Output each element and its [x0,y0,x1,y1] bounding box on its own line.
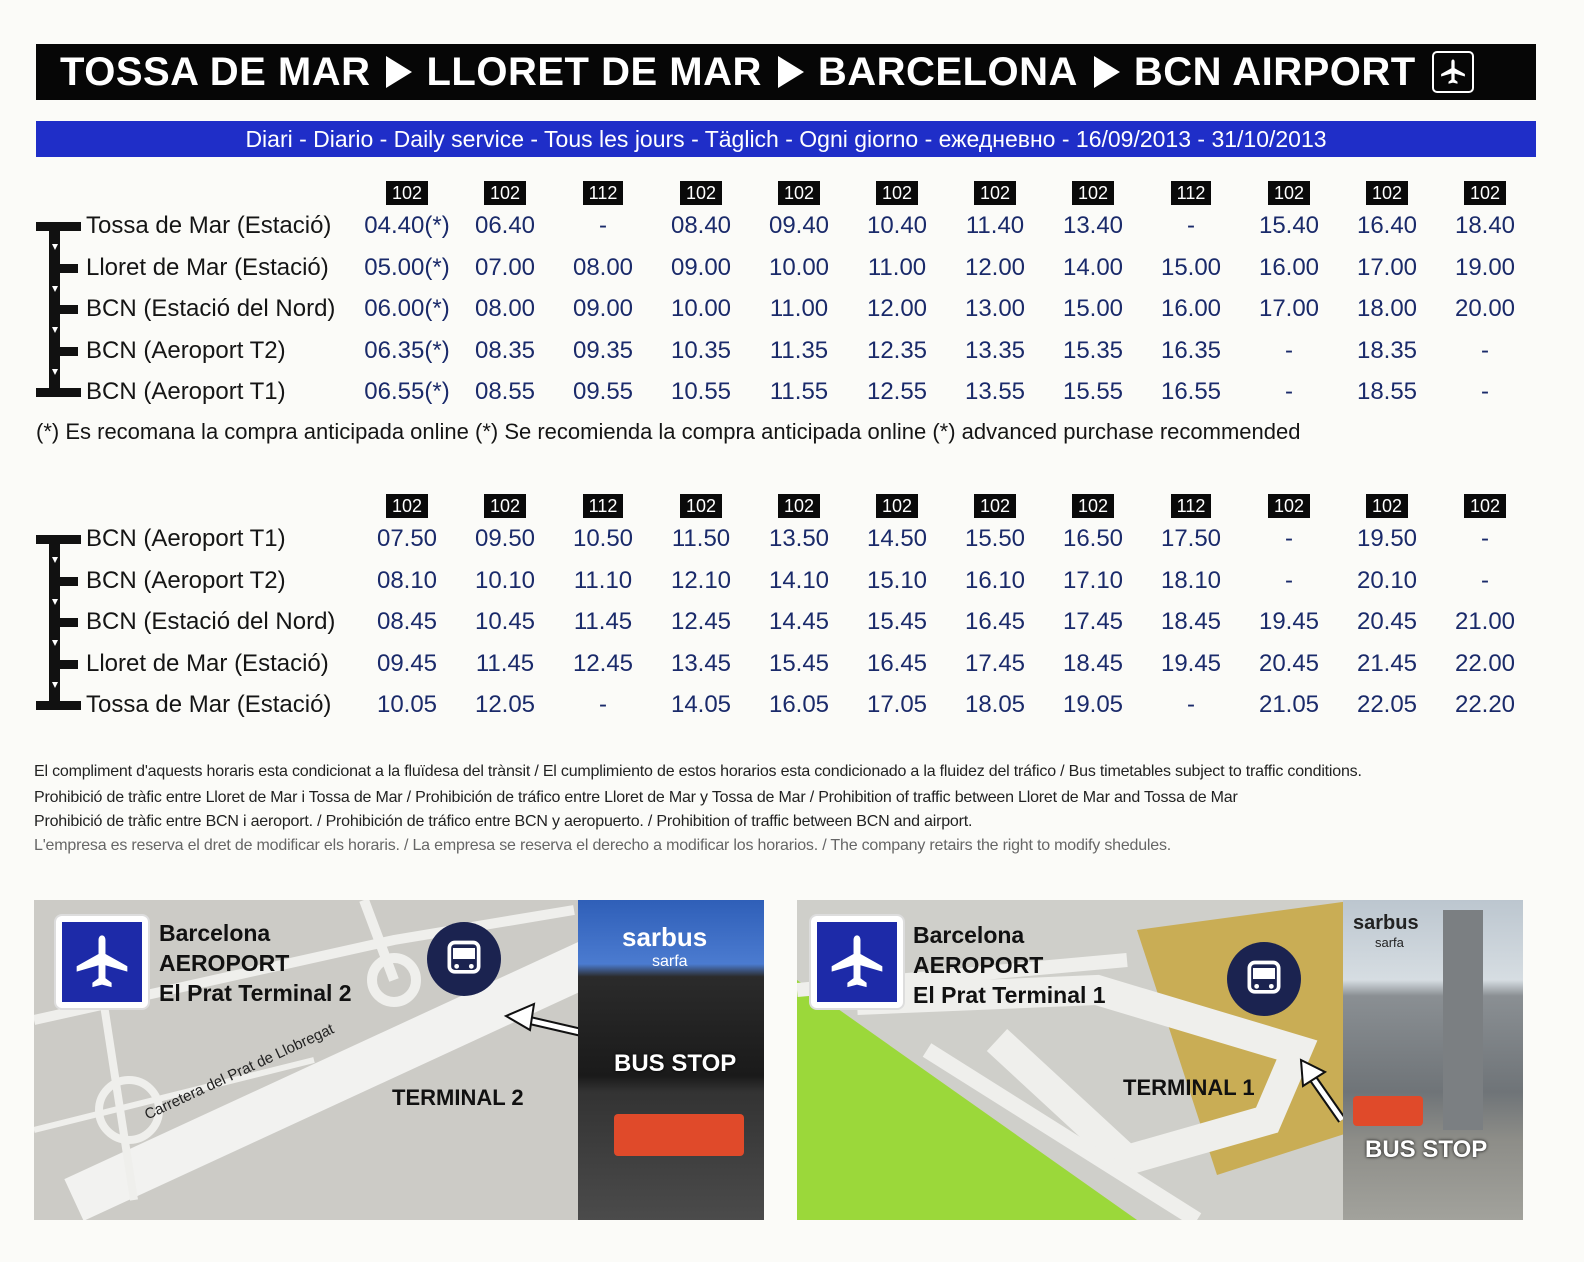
sarbus-logo [1353,912,1419,950]
line-number: 112 [583,494,624,518]
line-number-badge [460,491,550,519]
stop-name: BCN (Estació del Nord) [86,608,336,635]
stop-name: BCN (Aeroport T2) [86,566,286,594]
departure-time: 17.45 [964,649,1026,677]
line-number-badge [852,178,942,206]
map-title-line: El Prat Terminal 1 [913,982,1106,1008]
bus-stop-label: BUS STOP [614,1050,737,1077]
terminal-1-label: TERMINAL 1 [1123,1075,1255,1100]
timetable-row [36,206,1536,246]
line-number-badge [1146,491,1236,519]
map-title-line: AEROPORT [159,950,290,976]
departure-time: - [1481,378,1489,405]
departure-time: 09.40 [768,212,830,239]
map-title-line: Barcelona [913,922,1025,948]
timetable-row [36,561,1536,601]
line-number-badge [754,178,844,206]
departure-time: 18.35 [1356,336,1418,364]
departure-time: 11.10 [573,566,633,594]
departure-time: 10.35 [670,336,732,364]
departure-time: 08.00 [572,253,634,281]
line-number: 102 [1268,181,1310,205]
line-number: 112 [583,181,624,205]
line-number-badge [1048,491,1138,519]
departure-time: 21.00 [1454,608,1516,635]
departure-time: 12.35 [866,336,928,364]
departure-time: 13.40 [1062,212,1124,239]
line-number-badge [656,178,746,206]
departure-time: 11.55 [769,378,829,405]
departure-time: 11.45 [475,649,535,677]
departure-time: 12.45 [572,649,634,677]
line-number: 102 [386,494,428,518]
line-number: 102 [386,181,428,205]
line-number: 102 [778,494,820,518]
departure-time: 07.00 [474,253,536,281]
line-number: 102 [778,181,820,205]
departure-time: 17.45 [1062,608,1124,635]
departure-time: 16.55 [1160,378,1222,405]
route-arrow-icon [778,56,804,88]
line-number-badge [362,178,452,206]
advance-purchase-note: (*) Es recomana la compra anticipada online (*) Se recomienda la compra anticipada online (*) advanced purchase recommended [36,419,1301,444]
disclaimer-lloret-tossa: Prohibició de tràfic entre Lloret de Mar i Tossa de Mar / Prohibición de tráfico entre Lloret de Mar y Tossa de Mar / Prohibition of traffic between Lloret de Mar and Tossa de Mar [34,789,1238,806]
departure-time: - [1481,566,1489,594]
departure-time: 09.00 [572,295,634,322]
departure-time: 11.35 [769,336,829,364]
disclaimer-schedule-changes: L'empresa es reserva el dret de modificar els horaris. / La empresa se reserva el derecho a modificar los horarios. / The company retairs the right to modify shedules. [34,837,1172,854]
departure-time: 16.45 [964,608,1026,635]
map-title-line: Barcelona [159,920,271,946]
departure-time: 17.05 [866,691,928,718]
airport-logo [811,916,903,1008]
departure-time: 06.55(*) [364,378,450,405]
departure-time: 08.10 [376,566,438,594]
departure-time: 18.45 [1062,649,1124,677]
departure-time: 12.45 [670,608,732,635]
departure-time: 18.45 [1160,608,1222,635]
departure-time: 08.55 [474,378,536,405]
departure-time: 15.45 [768,649,830,677]
timetable-row [36,289,1536,329]
departure-time: 17.50 [1160,525,1222,552]
timetable-row [36,248,1536,288]
line-number-badge [1342,491,1432,519]
timetable-row [36,685,1536,725]
line-number-badge [852,491,942,519]
line-number-badge [950,178,1040,206]
departure-time: 14.50 [866,525,928,552]
header-stop-lloret: LLORET DE MAR [426,49,762,94]
line-number: 102 [876,494,918,518]
departure-time: 10.10 [474,566,536,594]
line-number: 112 [1171,181,1212,205]
plane-icon [817,922,897,1002]
departure-time: 06.35(*) [364,336,450,364]
stop-name: BCN (Aeroport T1) [86,378,286,405]
departure-time: - [1285,378,1293,405]
departure-time: 19.45 [1160,649,1222,677]
map-terminal-2 [34,900,764,1220]
departure-time: 09.00 [670,253,732,281]
departure-time: 19.45 [1258,608,1320,635]
disclaimer-traffic: El compliment d'aquests horaris esta condicionat a la fluïdesa del trànsit / El cumplimiento de estos horarios esta condicionado a la fluidez del tráfico / Bus timetables subject to traffic conditions. [34,763,1362,780]
departure-time: 16.35 [1160,336,1222,364]
timetable-row [36,372,1536,412]
line-number: 112 [1171,494,1212,518]
sarbus-brand: sarbus [1353,912,1419,934]
departure-time: 11.00 [769,295,829,322]
line-number: 102 [1268,494,1310,518]
line-number: 102 [876,181,918,205]
line-number-badge [460,178,550,206]
disclaimer-bcn-airport: Prohibició de tràfic entre BCN i aeroport. / Prohibición de tráfico entre BCN y aeropuerto. / Prohibition of traffic between BCN and airport. [34,813,973,830]
departure-time: 09.35 [572,336,634,364]
departure-time: 04.40(*) [364,212,450,239]
line-number-badge [1244,491,1334,519]
line-number-badge [362,491,452,519]
departure-time: 18.55 [1356,378,1418,405]
stop-name: BCN (Estació del Nord) [86,295,336,322]
line-number: 102 [974,494,1016,518]
departure-time: 13.50 [768,525,830,552]
stop-name: BCN (Aeroport T2) [86,336,286,364]
departure-time: 14.45 [768,608,830,635]
departure-time: 11.00 [867,253,927,281]
line-number-badge [1146,178,1236,206]
departure-time: - [1285,336,1293,364]
sarbus-brand: sarbus [622,922,708,952]
departure-time: 10.50 [572,525,634,552]
line-number-badge [1440,491,1530,519]
departure-time: 12.10 [670,566,732,594]
departure-time: 22.05 [1356,691,1418,718]
departure-time: 11.40 [965,212,1025,239]
departure-time: 18.00 [1356,295,1418,322]
outbound-timetable [36,178,1536,418]
departure-time: 08.40 [670,212,732,239]
departure-time: 05.00(*) [364,253,450,281]
departure-time: 20.45 [1258,649,1320,677]
departure-time: 10.55 [670,378,732,405]
departure-time: - [1481,525,1489,552]
departure-time: 08.35 [474,336,536,364]
departure-time: 10.05 [376,691,438,718]
terminal-2-label: TERMINAL 2 [392,1085,524,1110]
departure-time: 16.00 [1258,253,1320,281]
departure-time: 09.55 [572,378,634,405]
departure-time: 06.40 [474,212,536,239]
departure-time: - [1285,566,1293,594]
departure-time: 13.00 [964,295,1026,322]
departure-time: 15.40 [1258,212,1320,239]
departure-time: 10.40 [866,212,928,239]
departure-time: 10.00 [768,253,830,281]
departure-time: 13.45 [670,649,732,677]
map-title [913,920,1106,1010]
header-stop-barcelona: BARCELONA [817,49,1078,94]
departure-time: - [599,691,607,718]
plane-icon [1432,51,1474,93]
departure-time: 22.20 [1454,691,1516,718]
sarbus-sub: sarfa [652,953,688,970]
departure-time: 17.00 [1258,295,1320,322]
departure-time: 18.40 [1454,212,1516,239]
stop-name: Lloret de Mar (Estació) [86,649,329,677]
departure-time: 14.00 [1062,253,1124,281]
departure-time: 15.00 [1160,253,1222,281]
departure-time: 17.00 [1356,253,1418,281]
departure-time: 20.00 [1454,295,1516,322]
departure-time: 12.00 [964,253,1026,281]
departure-time: 16.10 [964,566,1026,594]
departure-time: 15.00 [1062,295,1124,322]
departure-time: 08.45 [376,608,438,635]
departure-time: 16.45 [866,649,928,677]
departure-time: - [1481,336,1489,364]
line-number-badge [950,491,1040,519]
departure-time: 15.55 [1062,378,1124,405]
departure-time: - [1187,691,1195,718]
departure-time: 21.45 [1356,649,1418,677]
departure-time: 15.35 [1062,336,1124,364]
departure-time: 20.45 [1356,608,1418,635]
timetable-row [36,644,1536,684]
departure-time: 06.00(*) [364,295,450,322]
departure-time: 09.50 [474,525,536,552]
stop-name: Tossa de Mar (Estació) [86,691,332,718]
departure-time: 14.10 [768,566,830,594]
departure-time: 16.00 [1160,295,1222,322]
departure-time: 13.35 [964,336,1026,364]
line-number-badge [558,178,648,206]
departure-time: 15.10 [866,566,928,594]
line-number: 102 [680,494,722,518]
sarbus-logo [622,922,707,971]
departure-time: 11.50 [671,525,731,552]
departure-time: 17.10 [1062,566,1124,594]
departure-time: 20.10 [1356,566,1418,594]
departure-time: 12.55 [866,378,928,405]
inbound-timetable [36,491,1536,731]
departure-time: - [1285,525,1293,552]
line-number: 102 [1072,181,1114,205]
line-number-badge [1244,178,1334,206]
departure-time: 15.45 [866,608,928,635]
departure-time: 21.05 [1258,691,1320,718]
sarbus-sub: sarfa [1375,935,1404,950]
departure-time: 12.00 [866,295,928,322]
line-number-badge [656,491,746,519]
line-number-badge [1048,178,1138,206]
bus-stop-pin-icon [1227,942,1301,1016]
departure-time: 11.45 [573,608,633,635]
departure-time: 08.00 [474,295,536,322]
departure-time: 18.10 [1160,566,1222,594]
control-tower-image [1443,910,1483,1130]
departure-time: - [1187,212,1195,239]
map-title [159,918,352,1008]
map-title-line: AEROPORT [913,952,1044,978]
departure-time: 15.50 [964,525,1026,552]
departure-time: - [599,212,607,239]
bus-image [614,1114,744,1156]
header-stop-tossa: TOSSA DE MAR [60,49,371,94]
timetable-row [36,519,1536,559]
line-number: 102 [1366,494,1408,518]
stop-name: Lloret de Mar (Estació) [86,253,329,281]
line-number-badge [558,491,648,519]
departure-time: 19.05 [1062,691,1124,718]
route-header [36,44,1536,100]
departure-time: 16.05 [768,691,830,718]
line-number: 102 [1366,181,1408,205]
map-terminal-1 [797,900,1523,1220]
header-stop-airport: BCN AIRPORT [1133,49,1416,94]
line-number-badge [1440,178,1530,206]
departure-time: 09.45 [376,649,438,677]
road-label: Carretera del Prat de Llobregat [142,1020,337,1124]
timetable-row [36,602,1536,642]
line-number: 102 [1072,494,1114,518]
plane-icon [62,922,142,1002]
stop-name: BCN (Aeroport T1) [86,525,286,552]
service-bar: Diari - Diario - Daily service - Tous les jours - Täglich - Ogni giorno - ежедневно - 16/09/2013 - 31/10/2013 [36,121,1536,157]
departure-time: 10.00 [670,295,732,322]
departure-time: 16.50 [1062,525,1124,552]
line-number: 102 [484,494,526,518]
bus-stop-label: BUS STOP [1365,1136,1488,1163]
departure-time: 19.00 [1454,253,1516,281]
departure-time: 14.05 [670,691,732,718]
departure-time: 16.40 [1356,212,1418,239]
departure-time: 12.05 [474,691,536,718]
bus-image [1353,1096,1423,1126]
timetable-row [36,331,1536,371]
departure-time: 19.50 [1356,525,1418,552]
line-number-badge [1342,178,1432,206]
departure-time: 07.50 [376,525,438,552]
line-number: 102 [974,181,1016,205]
line-number: 102 [1464,181,1506,205]
bus-stop-pin-icon [427,922,501,996]
departure-time: 18.05 [964,691,1026,718]
route-arrow-icon [1094,56,1120,88]
line-number: 102 [484,181,526,205]
departure-time: 22.00 [1454,649,1516,677]
airport-logo [56,916,148,1008]
map-title-line: El Prat Terminal 2 [159,980,352,1006]
departure-time: 13.55 [964,378,1026,405]
line-number-badge [754,491,844,519]
route-arrow-icon [386,56,412,88]
stop-name: Tossa de Mar (Estació) [86,212,332,239]
departure-time: 10.45 [474,608,536,635]
line-number: 102 [680,181,722,205]
line-number: 102 [1464,494,1506,518]
